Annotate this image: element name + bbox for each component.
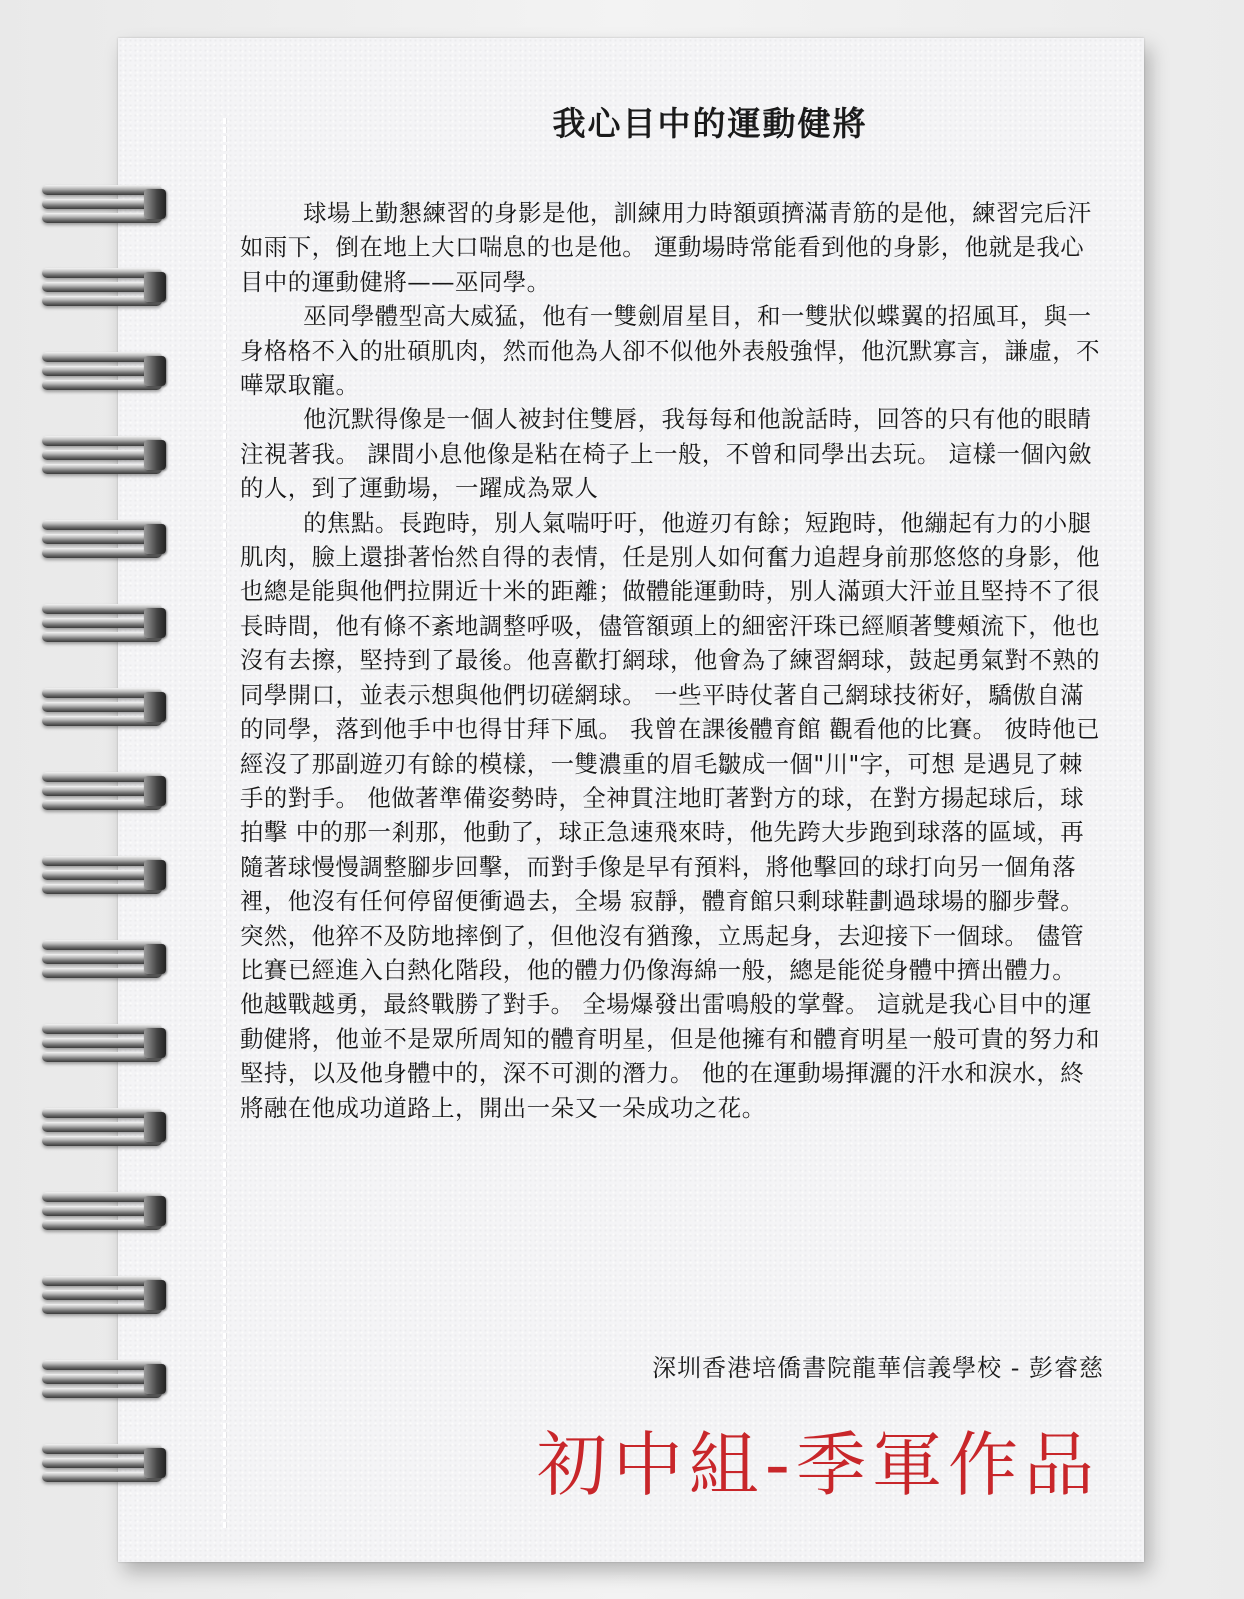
spiral-ring-icon [42, 185, 168, 229]
page-margin-divider [223, 118, 226, 1528]
spiral-ring-icon [42, 688, 168, 732]
spiral-ring-icon [42, 1192, 168, 1236]
essay-title: 我心目中的運動健將 [552, 104, 868, 143]
spiral-ring-icon [42, 1024, 168, 1068]
spiral-ring-icon [42, 1276, 168, 1320]
spiral-ring-icon [42, 772, 168, 816]
essay-paragraph: 巫同學體型高大威猛，他有一雙劍眉星目，和一雙狀似蝶翼的招風耳，與一身格格不入的壯碩肌肉，然而他為人卻不似他外表般強悍，他沉默寡言，謙虛，不嘩眾取寵。 [240, 302, 1101, 400]
spiral-ring-icon [42, 1444, 168, 1488]
spiral-ring-icon [42, 436, 168, 480]
spiral-ring-icon [42, 520, 168, 564]
spiral-ring-icon [42, 604, 168, 648]
spiral-ring-icon [42, 268, 168, 312]
spiral-ring-icon [42, 1108, 168, 1152]
spiral-ring-icon [42, 856, 168, 900]
author-attribution: 深圳香港培僑書院龍華信義學校 - 彭睿慈 [652, 1354, 1104, 1382]
spiral-binding [42, 0, 172, 1599]
spiral-ring-icon [42, 352, 168, 396]
spiral-ring-icon [42, 940, 168, 984]
essay-paragraph: 球場上勤懇練習的身影是他，訓練用力時額頭擠滿青筋的是他，練習完后汗如雨下，倒在地上大口喘息的也是他。 運動場時常能看到他的身影，他就是我心目中的運動健將——巫同學。 [240, 199, 1092, 296]
essay-paragraph: 他沉默得像是一個人被封住雙唇，我每每和他說話時，回答的只有他的眼睛注視著我。 課間小息他像是粘在椅子上一般，不曾和同學出去玩。 這樣一個內斂的人，到了運動場，一躍成為眾人 [240, 405, 1093, 503]
essay-body [240, 196, 1106, 1125]
essay-paragraph: 的焦點。長跑時，別人氣喘吁吁，他遊刃有餘；短跑時，他繃起有力的小腿肌肉，臉上還掛著怡然自得的表情，任是別人如何奮力追趕身前那悠悠的身影，他也總是能與他們拉開近十米的距離；做體能運動時，別人滿頭大汗並且堅持不了很長時間，他有條不紊地調整呼吸，儘管額頭上的細密汗珠已經順著雙頰流下，他也沒有去擦，堅持到了最後。他喜歡打網球，他會為了練習網球，鼓起勇氣對不熟的同學開口，並表示想與他們切磋網球。 一些平時仗著自己網球技術好，驕傲自滿的同學，落到他手中也得甘拜下風。 我曾在課後體育館 觀看他的比賽。 彼時他已經沒了那副遊刃有餘的模樣，一雙濃重的眉毛皺成一個"川"字，可想 是遇見了棘手的對手。 他做著準備姿勢時，全神貫注地盯著對方的球，在對方揚起球后，球拍擊 中的那一剎那，他動了，球正急速飛來時，他先跨大步跑到球落的區域，再隨著球慢慢調整腳步回擊，而對手像是早有預料，將他擊回的球打向另一個角落裡，他沒有任何停留便衝過去，全場 寂靜，體育館只剩球鞋劃過球場的腳步聲。 突然，他猝不及防地摔倒了，但他沒有猶豫，立馬起身，去迎接下一個球。 儘管比賽已經進入白熱化階段，他的體力仍像海綿一般，總是能從身體中擠出體力。 他越戰越勇，最終戰勝了對手。 全場爆發出雷鳴般的掌聲。 這就是我心目中的運動健將，他並不是眾所周知的體育明星，但是他擁有和體育明星一般可貴的努力和堅持，以及他身體中的，深不可測的潛力。 他的在運動場揮灑的汗水和淚水，終將融在他成功道路上，開出一朵又一朵成功之花。 [240, 508, 1101, 1122]
award-label: 初中組-季軍作品 [536, 1424, 1100, 1506]
spiral-ring-icon [42, 1360, 168, 1404]
